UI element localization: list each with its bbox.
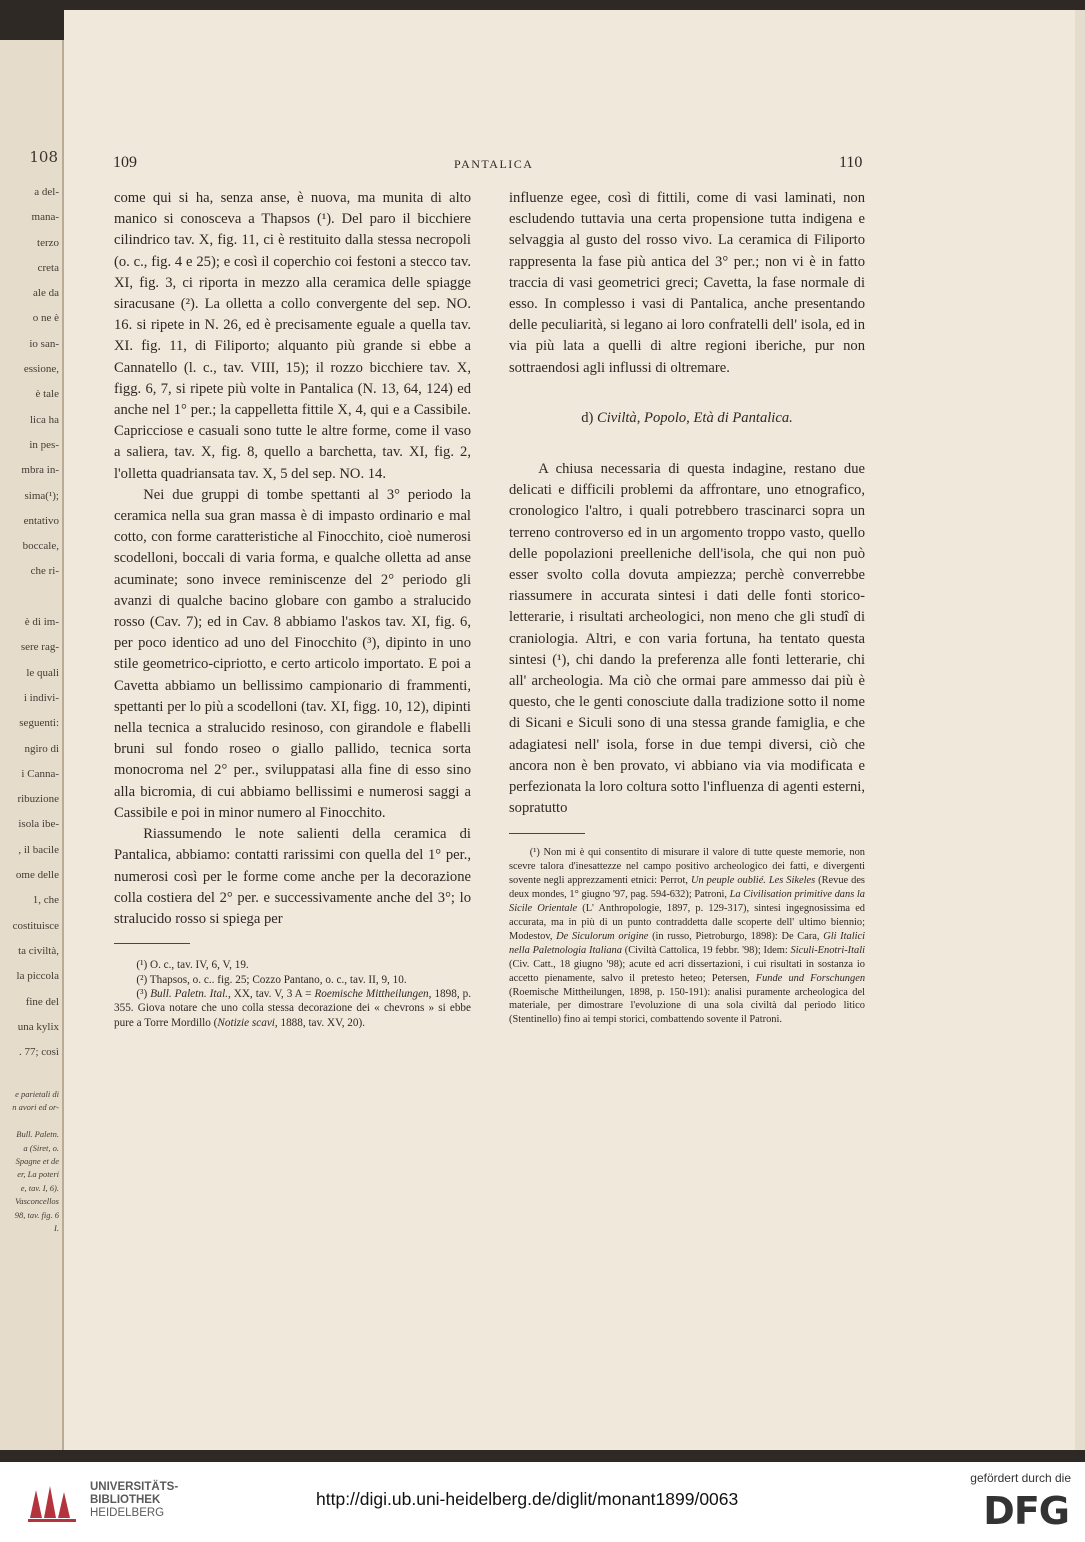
previous-page-line: fine del: [25, 995, 59, 1008]
previous-page-line: Bull. Paletn.: [16, 1129, 59, 1140]
previous-page-line: boccale,: [22, 540, 59, 553]
previous-page-line: Spagne et de: [15, 1156, 59, 1167]
footnote: (³) Bull. Paletn. Ital., XX, tav. V, 3 A = Roemische Mittheilungen, 1898, p. 355. Giova notare che uno colla stessa decorazione dei « chevrons » si ebbe pure a Torre Mordillo (Notizie scavi, 1888, tav. XV, 20).: [114, 987, 472, 1029]
paragraph: influenze egee, così di fittili, come di vasi laminati, non escludendo tuttavia una certa propensione tutta indigena e selvaggia al gusto del rosso vivo. La ceramica di Filiporto rappresenta la fase più antica del 3° per.; non vi è in fatto traccia di vasi geometrici greci; Cavetta, la fase normale di esso. In complesso i vasi di Pantalica, anche presentando delle peculiarità, si legano ai loro confratelli dell' isola, ed in via più lata a quelli di altre regioni iberiche, pur non sottraendosi agli influssi di oltremare.: [509, 190, 865, 376]
library-name: UNIVERSITÄTS- BIBLIOTHEK HEIDELBERG: [90, 1481, 179, 1519]
previous-page-number: 108: [29, 148, 58, 166]
previous-page-edge: [0, 40, 64, 1450]
right-column: [509, 188, 865, 1027]
previous-page-line: . 77; così: [18, 1046, 59, 1059]
previous-page-line: terzo: [37, 236, 59, 249]
previous-page-line: costituisce: [12, 919, 59, 932]
previous-page-line: seguenti:: [19, 717, 59, 730]
previous-page-line: 1, che: [32, 894, 59, 907]
previous-page-line: [13, 585, 59, 610]
footnote-rule: [114, 943, 190, 944]
dfg-logo[interactable]: DFG: [983, 1489, 1069, 1533]
previous-page-footnotes: [12, 1088, 59, 1235]
previous-page-line: essione,: [23, 363, 59, 376]
left-page-number: 109: [113, 154, 137, 171]
previous-page-line: è tale: [35, 388, 59, 401]
previous-page-line: è di im-: [24, 616, 59, 629]
previous-page-line: sima(¹);: [24, 489, 59, 502]
previous-page-line: una kylix: [17, 1020, 59, 1033]
footnote: (¹) O. c., tav. IV, 6, V, 19.: [136, 959, 249, 972]
previous-page-line: ome delle: [15, 869, 59, 882]
previous-page-line: I.: [54, 1223, 59, 1234]
university-library-logo[interactable]: [24, 1478, 82, 1528]
footnote: (¹) Non mi è qui consentito di misurare il valore di tutte queste memorie, non scevre talora d'inesattezze nel campo positivo archeologico dei fatti, e divergenti sovente negli apprezzamenti etnici: Perrot, Un peuple oublié. Les Sikeles (Revue des deux mondes, 1° giugno '97, pag. 594-632); Patroni, La Civilisation primitive dans la Sicile Orientale (L' Anthropologie, 1897, p. 129-317), sintesi ingegnosissima ed accurata, ma in più di un punto contraddetta dalle scoperte dell' ultimo biennio; Modestov, De Siculorum origine (in russo, Pietroburgo, 1898): De Cara, Gli Italici nella Paletnologia Italiana (Civiltà Cattolica, 19 febbr. '98); Idem: Siculi-Enotri-Itali (Civ. Catt., 18 giugno '98); acute ed acri dissertazioni, i cui risultati in sostanza io accetto pienamente, salvo il pretesto heteo; Petersen, Funde und Forschungen (Roemische Mittheilungen, 1898, p. 150-191): analisi puramente archeologica del materiale, per dimostrare l'evoluzione di una sola civiltà dal periodo litico (Stentinello) fino ai tempi storici, combattendo sovente il Patroni.: [509, 847, 866, 1026]
previous-page-line: lica ha: [29, 413, 59, 426]
running-title: PANTALICA: [454, 157, 534, 171]
previous-page-line: , il bacile: [18, 843, 59, 856]
paragraph: come qui si ha, senza anse, è nuova, ma munita di alto manico si conosceva a Thapsos (¹). Del paro il bicchiere cilindrico tav. X, fig. 11, ci è restituito dalla stessa necropoli (o. c., fig. 4 e 25); e così il coperchio coi festoni a stecco tav. XI, fig. 3, ci riporta in mezzo alla ceramica delle spiagge siracusane (²). La olletta a collo convergente del sep. NO. 16. si ripete in N. 26, ed è precisamente eguale a quella tav. XI. fig. 11, di Filiporto; alquanto più grande si ebbe a Cannatello (l. c., tav. VIII, 15); il rozzo bicchiere tav. X, figg. 6, 7, si ripete più volte in Pantalica (N. 13, 64, 124) ed anche nel 1° per.; la cappelletta fittile X, 4, qui e a Cassibile. Capricciose e casuali sono tutte le altre forme, come il vaso a saliera, tav. X, fig. 8, quello a barchetta, tav. XI, fig. 2, l'olletta quadriansata tav. X, 5 del sep. NO. 14.: [114, 190, 471, 482]
sponsor-text: gefördert durch die: [970, 1471, 1071, 1485]
previous-page-line: che ri-: [30, 565, 59, 578]
previous-page-line: creta: [37, 261, 59, 274]
paragraph: A chiusa necessaria di questa indagine, restano due delicati e difficili problemi da affrontare, uno etnografico, cronologico l'altro, i quali potrebbero trascinarci sopra un terreno controverso ed in un argomento troppo vasto, quello delle popolazioni preelleniche dell'isola, che qui non può esser svolto colla dovuta ampiezza; perchè converrebbe riassumere in accurata sintesi i dati delle fonti storico-letterarie, i risultati archeologici, non meno che gli studî di craniologia. Altri, e con varia fortuna, ha tentato questa sintesi (¹), chi dando la preferenza alle fonti letterarie, chi all' archeologia. Ma ciò che ormai pare ammesso dai più è questo, che le genti conosciute dalla tradizione sotto il nome di Sicani e Siculi sono di una stessa grande famiglia, e che adagiatesi nell' isola, forse in due tempi diversi, ciò che ancora non è ben provato, vi abbiano via via modificata e perfezionata la loro coltura sotto l'influenza di agenti esterni, sopratutto: [509, 461, 865, 817]
previous-page-line: ngiro di: [24, 742, 59, 755]
previous-page-line: sere rag-: [20, 641, 59, 654]
previous-page-line: isola ibe-: [18, 818, 59, 831]
previous-page-line: [12, 1115, 59, 1128]
previous-page-line: la piccola: [16, 970, 59, 983]
previous-page-line: i Canna-: [21, 767, 59, 780]
right-page-number: 110: [839, 154, 863, 171]
previous-page-line: e parietali di: [15, 1089, 59, 1099]
previous-page-line: Vasconcellos: [15, 1196, 59, 1207]
section-heading: d) Civiltà, Popolo, Età di Pantalica.: [581, 409, 793, 426]
previous-page-text: [13, 180, 59, 1065]
previous-page-line: i indivi-: [23, 691, 59, 704]
previous-page-line: er, La poteri: [17, 1169, 59, 1180]
viewer-footer: [0, 1462, 1085, 1542]
footnote-rule: [509, 833, 585, 834]
previous-page-line: ta civiltà,: [18, 944, 59, 957]
previous-page-line: ale da: [33, 287, 59, 300]
page-edge-shadow: [1075, 10, 1085, 1450]
page: [64, 10, 1085, 1450]
previous-page-line: a (Siret, o.: [23, 1142, 59, 1153]
document-url-link[interactable]: http://digi.ub.uni-heidelberg.de/diglit/monant1899/0063: [316, 1489, 739, 1509]
previous-page-line: in pes-: [29, 438, 59, 451]
paragraph: Riassumendo le note salienti della ceramica di Pantalica, abbiamo: contatti rarissimi con quella del 1° per., numerosi così per le forme come anche per la decorazione colla costiera del 2° per. e successivamente anche del 3°; lo stralucido rosso si spiega per: [114, 826, 471, 927]
left-column: [114, 188, 471, 1030]
previous-page-line: mana-: [31, 211, 59, 224]
paragraph: Nei due gruppi di tombe spettanti al 3° periodo la ceramica nella sua gran massa è di impasto ordinario e mal cotto, con forme caratteristiche al Finocchito, cioè numerosi scodelloni, boccali di varia forma, e qualche olletta ad anse acuminate; sono invece reminiscenze del 2° periodo gli avanzi di qualche bacino globare con gambo a stralucido rosso (Cav. 7); ed in Cav. 8 abbiamo l'askos tav. XI, fig. 6, per poco identico ad uno del Finocchito (³), dipinto in uno stile geometrico-cipriotto, e certo articolo importato. E poi a Cavetta abbiamo un bellissimo campionario di frammenti, spettanti per lo più a scodelloni (tav. XI, figg. 10, 12), dipinti nella tecnica a stralucido resinoso, con girandole e flabelli bruni sul fondo roseo o giallo pallido, tecnica sorta monocroma nel 2° per., sviluppatasi alla fine di esso sino alla bicromia, di cui abbiamo bellissimi e numerosi saggi a Cassibile e poi in minor numero al Finocchito.: [114, 486, 471, 821]
previous-page-line: 98, tav. fig. 6: [14, 1209, 59, 1220]
previous-page-line: entativo: [23, 514, 59, 527]
previous-page-line: n avori ed or-: [12, 1102, 59, 1113]
previous-page-line: a del-: [34, 186, 59, 198]
footnote: (²) Thapsos, o. c.. fig. 25; Cozzo Pantano, o. c., tav. II, 9, 10.: [136, 973, 407, 986]
previous-page-line: le quali: [26, 666, 59, 679]
previous-page-line: ribuzione: [17, 793, 59, 806]
previous-page-line: io san-: [29, 337, 59, 350]
library-seal-icon: [24, 1478, 82, 1528]
previous-page-line: mbra in-: [21, 464, 59, 477]
previous-page-line: e, tav. I, 6).: [20, 1182, 59, 1193]
previous-page-line: o ne è: [32, 312, 59, 325]
